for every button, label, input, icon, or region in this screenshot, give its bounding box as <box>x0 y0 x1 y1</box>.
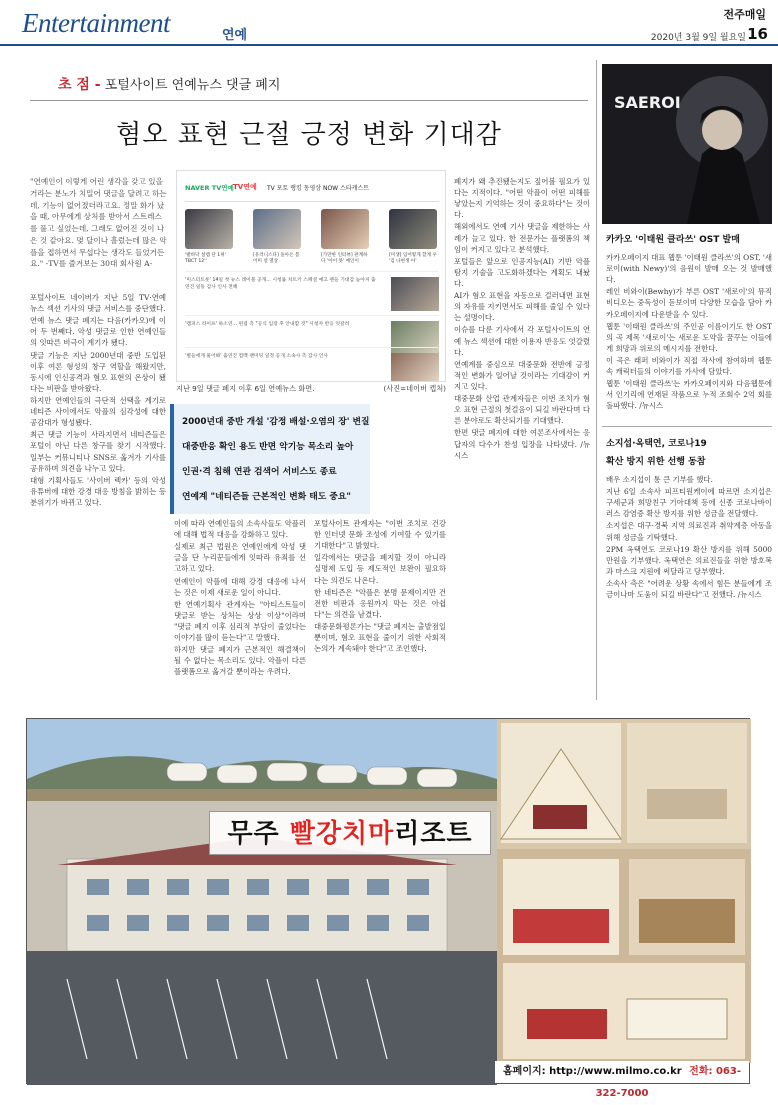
thumb-caption: [가만한 인터뷰] 관계하다 '아이 못' 예인이 <box>321 253 368 264</box>
kicker-text: 포털사이트 연예뉴스 댓글 폐지 <box>104 78 281 93</box>
body-paragraph: 소지섭은 대구·경북 지역 의료진과 취약계층 아동을 위해 성금을 기탁했다. <box>606 521 772 542</box>
body-paragraph: 연예인이 악플에 대해 강경 대응에 나서는 것은 이제 새로운 일이 아니다. <box>174 576 306 597</box>
body-paragraph: 웹툰 '이태원 클라쓰'는 카카오페이지와 다음웹툰에서 인기리에 연재된 작품으로 누적 조회수 2억 회를 돌파했다. /뉴시스 <box>606 379 772 411</box>
resort-ad-title <box>209 811 491 855</box>
article-kicker <box>58 74 280 94</box>
body-paragraph: 하지만 댓글 폐지가 근본적인 해결책이 될 수 없다는 목소리도 있다. 악플이 다른 플랫폼으로 옮겨갈 뿐이라는 우려다. <box>174 645 306 677</box>
subhead-line: 인권·격 침해 연관 검색어 서비스도 종료 <box>182 467 337 477</box>
thumb-image <box>185 209 233 249</box>
news-row <box>185 347 439 383</box>
subhead-accent-bar <box>170 404 174 514</box>
body-paragraph: 실제로 최근 법원은 연예인에게 악성 댓글을 단 누리꾼들에게 잇따라 유죄를 선고하고 있다. <box>174 542 306 574</box>
body-paragraph: 대중문화 산업 관계자들은 이번 조치가 혐오 표현 근절의 첫걸음이 되길 바란다며 다른 분야로도 확산되기를 기대했다. <box>454 394 590 426</box>
body-paragraph: 대중문화평론가는 "댓글 폐지는 출발점일 뿐이며, 혐오 표현을 줄이기 위한 사회적 논의가 계속돼야 한다"고 조언했다. <box>314 621 446 654</box>
album-art <box>602 64 772 224</box>
thumb-caption: [미생] 입어떻게 할게 우 '김 나현생 아' <box>389 253 437 264</box>
column-divider <box>596 60 597 700</box>
portal-divider <box>185 201 439 202</box>
news-row-text: '미스터트롯' 14일 첫 뉴스 레이블 공개... 시청률 치트키 스페셜 예고 팬들 기대감 높아져 출연진 일동 감사 인사 전해 <box>185 278 376 290</box>
body-paragraph: 카카오페이지 대표 웹툰 '이태원 클라쓰'의 OST, '새로이(with Newy)'의 음원이 발매 오는 것 발매했다. <box>606 253 773 285</box>
kicker-label: 초 점 - <box>58 77 101 93</box>
sidebar-divider <box>602 426 772 427</box>
body-paragraph: 포털사이트 관계자는 "이번 조치로 건강한 인터넷 문화 조성에 기여할 수 있기를 기대한다"고 밝혔다. <box>314 519 446 551</box>
subhead-line: 연예계 "네티즌들 근본적인 변화 태도 중요" <box>182 492 351 502</box>
body-paragraph: 하지만 연예인들의 극단적 선택을 계기로 네티즌 사이에서도 악플의 심각성에 대한 공감대가 형성됐다. <box>30 395 166 428</box>
body-paragraph: 이 곡은 래퍼 비와이가 직접 작사에 참여하며 웹툰 속 캐릭터들의 이야기를 가사에 담았다. <box>606 355 772 377</box>
kicker-divider <box>30 100 588 101</box>
page-number: 16 <box>747 25 768 43</box>
body-paragraph: 댓글 기능은 지난 2000년대 중반 도입된 이후 여론 형성의 창구 역할을 해왔지만, 동시에 인신공격과 혐오 표현의 온상이 됐다는 비판을 받아왔다. <box>30 350 166 393</box>
sidebar-story1-title: 카카오 '이태원 클라쓰' OST 발매 <box>606 235 740 245</box>
news-row-text: '별들에게 물어봐' 출연진 컴백 팬미팅 일정 공개 소속사 측 감사 인사 <box>185 354 329 359</box>
thumb-image <box>389 209 437 249</box>
sidebar-story2-label: 소지섭·옥택연, 코로나19 <box>606 439 707 449</box>
resort-ad-title-part: 무주 <box>227 819 290 849</box>
resort-ad-title-highlight: 빨강치마 <box>289 819 395 849</box>
body-paragraph: 한 연예기획사 관계자는 "아티스트들이 댓글로 받는 상처는 상상 이상"이라며 "댓글 폐지 이후 심리적 부담이 줄었다는 이야기를 많이 듣는다"고 말했다. <box>174 599 306 643</box>
thumb-image <box>321 209 369 249</box>
news-row <box>185 271 439 315</box>
body-column-3 <box>314 518 446 698</box>
sidebar-story1-body <box>606 252 772 422</box>
body-paragraph: 배우 소지섭이 통 큰 기부를 했다. <box>606 475 713 484</box>
body-paragraph: 한 네티즌은 "악플은 분명 문제이지만 건전한 비판과 응원까지 막는 것은 아쉽다"는 의견을 남겼다. <box>314 587 446 619</box>
resort-advertisement <box>26 718 750 1099</box>
body-paragraph: 연예계를 중심으로 대중문화 전반에 긍정적인 변화가 일어날 것이라는 기대감이 커지고 있다. <box>454 359 590 391</box>
resort-ad-image <box>27 719 751 1085</box>
body-paragraph: 연예 뉴스 댓글 폐지는 다음(카카오)에 이어 두 번째다. 악성 댓글로 인한 연예인들의 잇따른 비극이 계기가 됐다. <box>30 316 166 348</box>
newspaper-name: 전주매일 <box>723 8 766 21</box>
body-paragraph: 최근 댓글 기능이 사라지면서 네티즌들은 포털이 아닌 다른 창구를 찾기 시작했다. 일부는 커뮤니티나 SNS로 옮겨가 기사를 공유하며 의견을 나누고 있다. <box>30 430 166 473</box>
portal-tab-tv: TV연예 <box>233 183 257 191</box>
news-row-image <box>391 277 439 311</box>
photo-caption-text: 지난 9일 댓글 폐지 이후 6일 연예뉴스 화면. <box>176 384 315 393</box>
body-paragraph: AI가 혐오 표현을 자동으로 걸러내면 표현의 자유를 지키면서도 피해를 줄일 수 있다는 설명이다. <box>454 291 590 323</box>
album-title-text: SAEROI <box>614 93 681 112</box>
section-title-en: Entertainment <box>22 8 170 38</box>
body-column-2 <box>174 518 306 698</box>
thumb-caption: [유러니스다] 돌아온 봄 이미 설 열상 <box>253 253 300 264</box>
body-paragraph: 포털사이트 네이버가 지난 5일 TV·연예 뉴스 섹션 기사의 댓글 서비스를 중단했다. <box>30 293 166 314</box>
body-paragraph: 2PM 옥택연도 코로나19 확산 방지를 위해 5000만원을 기부했다. 옥택연은 의료진들을 위한 방호복과 마스크 지원에 써달라고 당부했다. <box>606 544 772 576</box>
body-paragraph: 레인 비와이(Bewhy)가 부른 OST '새로이'의 뮤직비디오는 중독성이 돋보이며 다양한 모습을 담아 카카오페이지에 다운받을 수 있다. <box>606 287 772 319</box>
resort-ad-contact <box>495 1061 749 1099</box>
body-paragraph: 대형 기획사들도 '사이버 렉카' 등의 악성 유튜버에 대한 강경 대응 방침을 밝히는 등 분위기가 바뀌고 있다. <box>30 475 166 507</box>
section-title-ko: 연예 <box>222 28 248 43</box>
body-paragraph: 폐지가 왜 추진됐는지도 짚어볼 필요가 있다는 지적이다. "어떤 악플이 어떤 피해를 낳았는지 기억하는 것이 중요하다"는 것이다. <box>454 177 590 220</box>
lead-quote: "연예인이 이렇게 어린 생각을 갖고 있을 거라는 분노가 치밀어 댓글을 달려고 하는데, 기능이 없어졌더라고요. 정말 화가 났을 때, 아무에게 상처를 받아서 스트레스를 풀고 싶었는데, 그래도 없어진 것이 나은 것 같아요. 몇 달이나 흘렀는데 많은 악플을 접하면서 무섭다는 생각도 들었거든요." -TV를 즐겨보는 30대 회사원 A- <box>30 177 167 269</box>
issue-date: 2020년 3월 9일 월요일 <box>650 33 746 43</box>
body-paragraph: 해외에서도 연예 기사 댓글을 제한하는 사례가 늘고 있다. 한 전문가는 플랫폼의 책임이 커지고 있다고 분석했다. <box>454 222 590 254</box>
subhead-line: 2000년대 중반 개설 '감정 배설·오염의 장' 변질 <box>182 417 370 427</box>
thumb-image <box>253 209 301 249</box>
photo-caption <box>176 384 446 394</box>
portal-menu: TV 포토 랭킹 동영상 NOW 스타캐스트 <box>267 185 370 192</box>
sidebar-story2-body <box>606 474 772 700</box>
portal-logo: NAVER TV연예 <box>185 184 234 192</box>
body-column-1 <box>30 292 166 698</box>
body-paragraph: 이슈를 다룬 기사에서 각 포털사이트의 연예 뉴스 섹션에 대한 이용자 반응도 엇갈렸다. <box>454 325 590 357</box>
photo-credit: (사진=네이버 캡처) <box>383 384 446 393</box>
body-paragraph: 포털들은 앞으로 인공지능(AI) 기반 악플 탐지 기술을 고도화하겠다는 계획도 내놨다. <box>454 256 590 288</box>
subhead-line: 대중반응 확인 용도 반면 악기능 목소리 높아 <box>182 442 354 452</box>
news-row-image <box>391 353 439 381</box>
resort-homepage: 홈페이지: http://www.milmo.co.kr <box>503 1066 682 1077</box>
resort-ad-title-part: 리조트 <box>394 819 473 849</box>
thumb-caption: '발바닥 설렘 단 1위' TBCT 12'' <box>185 253 226 264</box>
body-paragraph: 한편 댓글 폐지에 대한 여론조사에서는 응답자의 다수가 찬성 입장을 나타냈다. /뉴시스 <box>454 428 590 460</box>
resort-phone: 전화: 063-322-7000 <box>595 1066 741 1099</box>
subhead-box <box>170 404 370 514</box>
sidebar-photo <box>602 64 772 224</box>
body-paragraph: 지난 6일 소속사 피프티원케이에 따르면 소지섭은 구세군과 희망친구 기아대책 등에 신종 코로나바이러스 감염증 확산 방지를 위한 성금을 전달했다. <box>606 487 772 519</box>
portal-nav <box>177 181 447 197</box>
news-row-text: '캠퍼스 라이프' 하소연... 편집 측 "공식 입장 후 안내할 것" 시청자 반응 엇갈려 <box>185 322 350 327</box>
body-paragraph: 웹툰 '이태원 클라쓰'의 주인공 이름이기도 한 OST의 곡 제목 '새로이'는 새로운 도약을 꿈꾸는 이들에게 희망과 위로의 메시지를 전한다. <box>606 321 772 353</box>
article-photo <box>176 170 446 382</box>
body-paragraph: 소속사 측은 "어려운 상황 속에서 힘든 분들에게 조금이나마 도움이 되길 바란다"고 전했다. /뉴시스 <box>606 578 772 600</box>
body-column-4 <box>454 176 590 698</box>
page-header <box>0 0 778 46</box>
sidebar-story2-title: 확산 방지 위한 선행 동참 <box>606 457 706 467</box>
body-paragraph: 이에 따라 연예인들의 소속사들도 악플러에 대해 법적 대응을 강화하고 있다. <box>174 519 306 540</box>
body-paragraph: 일각에서는 댓글을 폐지할 것이 아니라 실명제 도입 등 제도적인 보완이 필요하다는 의견도 나온다. <box>314 553 446 585</box>
article-headline: 혐오 표현 근절 긍정 변화 기대감 <box>116 120 502 150</box>
